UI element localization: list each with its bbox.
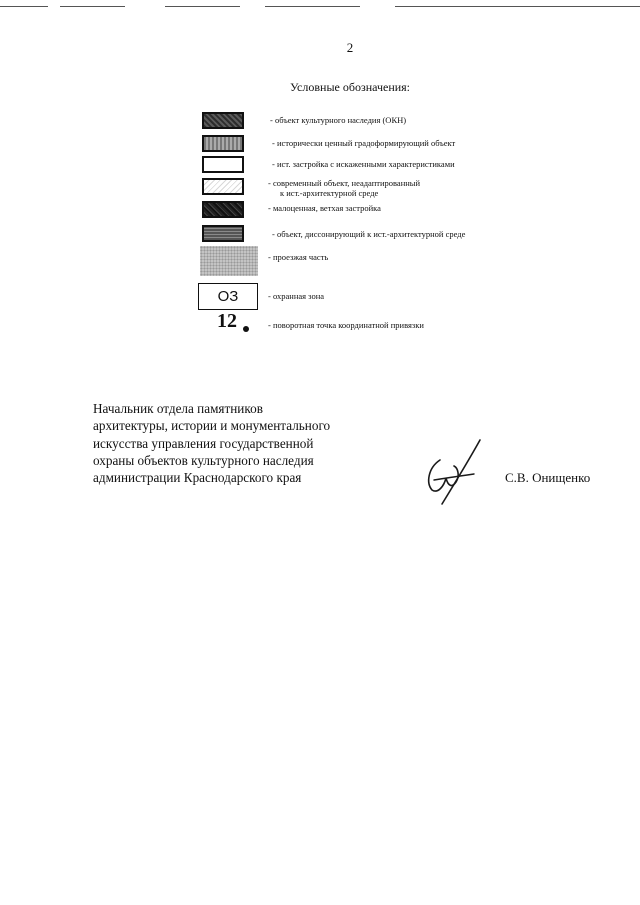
legend-label: - объект, диссонирующий к ист.-архитектурной среде bbox=[272, 229, 466, 239]
page-number: 2 bbox=[346, 40, 354, 55]
legend-item-point bbox=[0, 312, 640, 342]
handwritten-signature bbox=[418, 438, 488, 508]
signer-title-line: администрации Краснодарского края bbox=[93, 470, 302, 486]
legend-label: - исторически ценный градоформирующий объект bbox=[272, 138, 456, 148]
scan-edge-line bbox=[60, 6, 125, 7]
legend-label: - малоценная, ветхая застройка bbox=[268, 203, 381, 213]
signer-title-line: Начальник отдела памятников bbox=[93, 401, 263, 416]
okn-swatch bbox=[202, 112, 244, 129]
road-swatch bbox=[200, 246, 258, 276]
legend-label: - поворотная точка координатной привязки bbox=[268, 320, 424, 330]
legend-label: - проезжая часть bbox=[268, 252, 329, 262]
signer-title-block bbox=[93, 400, 330, 486]
signer-name: С.В. Онищенко bbox=[505, 470, 591, 485]
legend-title: Условные обозначения: bbox=[290, 80, 411, 94]
legend-label: к ист.-архитектурной среде bbox=[280, 188, 379, 198]
scan-edge-line bbox=[395, 6, 640, 7]
point-dot-icon bbox=[243, 326, 249, 332]
signer-title-line: искусства управления государственной bbox=[93, 435, 314, 451]
scan-edge-line bbox=[0, 6, 48, 7]
legend-item-road bbox=[0, 246, 640, 276]
zone-swatch: ОЗ bbox=[198, 283, 258, 310]
historic-swatch bbox=[202, 135, 244, 152]
legend-label: - охранная зона bbox=[268, 291, 325, 301]
signer-title-line: охраны объектов культурного наследия bbox=[93, 452, 314, 468]
legend-label: - ист. застройка с искаженными характеристиками bbox=[272, 159, 455, 169]
modern-swatch bbox=[202, 178, 244, 195]
scan-edge-line bbox=[265, 6, 360, 7]
dissonant-swatch bbox=[202, 225, 244, 242]
point-number-symbol: 12 bbox=[217, 310, 237, 332]
distorted-swatch bbox=[202, 156, 244, 173]
signer-title-line: архитектуры, истории и монументального bbox=[93, 418, 331, 434]
legend-label: - объект культурного наследия (ОКН) bbox=[270, 115, 407, 125]
scan-edge-line bbox=[165, 6, 240, 7]
legend-label: - современный объект, неадаптированный bbox=[268, 178, 421, 188]
low-value-swatch bbox=[202, 201, 244, 218]
legend-item-zone bbox=[0, 283, 640, 313]
